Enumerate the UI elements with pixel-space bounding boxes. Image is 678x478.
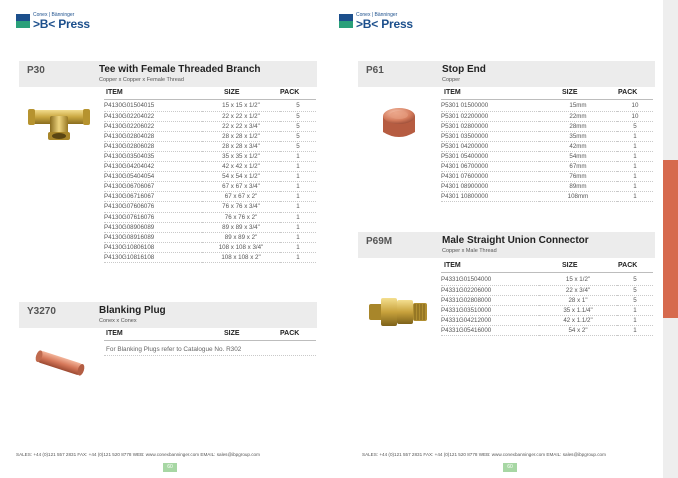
y3270-subtitle: Conex x Conex [99, 318, 137, 324]
item-size: 108mm [539, 192, 617, 202]
item-code: P4301 06700000 [441, 162, 539, 172]
p69m-header-rule [441, 272, 653, 273]
y3270-note-rule [104, 355, 316, 356]
blanking-plug-icon [32, 347, 88, 379]
item-pack: 1 [617, 305, 653, 315]
item-code: P4130G07606076 [104, 202, 202, 212]
item-pack: 5 [617, 275, 653, 285]
table-row [441, 151, 653, 161]
p61-title: Stop End [442, 64, 486, 75]
p69m-col-size: SIZE [562, 262, 578, 269]
item-size: 54mm [539, 151, 617, 161]
item-pack: 1 [280, 182, 316, 192]
table-row [104, 162, 316, 172]
brand-mark-icon [339, 14, 353, 28]
item-size: 108 x 108 x 2" [202, 252, 280, 262]
p61-col-item: ITEM [444, 89, 461, 96]
item-pack: 1 [280, 172, 316, 182]
item-code: P5301 03500000 [441, 131, 539, 141]
item-pack: 1 [617, 172, 653, 182]
item-pack: 1 [280, 252, 316, 262]
p61-subtitle: Copper [442, 77, 461, 83]
p30-subtitle: Copper x Copper x Female Thread [99, 77, 184, 83]
item-code: P4301 08900000 [441, 182, 539, 192]
item-pack: 5 [280, 121, 316, 131]
item-code: P4130G06706067 [104, 182, 202, 192]
p61-col-size: SIZE [562, 89, 578, 96]
right-page [335, 0, 663, 478]
item-size: 54 x 54 x 1/2" [202, 172, 280, 182]
p30-code: P30 [27, 65, 45, 76]
table-row [441, 162, 653, 172]
y3270-col-size: SIZE [224, 330, 240, 337]
item-pack: 5 [280, 131, 316, 141]
item-pack: 1 [617, 162, 653, 172]
table-row [441, 101, 653, 111]
item-size: 28 x 28 x 3/4" [202, 141, 280, 151]
item-size: 76mm [539, 172, 617, 182]
item-size: 54 x 2" [539, 325, 617, 335]
brand-mark-icon [16, 14, 30, 28]
brand-small-text: Conex | Bänninger [33, 12, 75, 18]
item-code: P4331G02808000 [441, 295, 539, 305]
p30-col-pack: PACK [280, 89, 300, 96]
item-code: P4130G01504015 [104, 101, 202, 111]
item-pack: 5 [280, 141, 316, 151]
item-code: P4331G02206000 [441, 285, 539, 295]
p30-title: Tee with Female Threaded Branch [99, 64, 261, 75]
item-size: 35mm [539, 131, 617, 141]
item-pack: 5 [280, 111, 316, 121]
y3270-title: Blanking Plug [99, 305, 166, 316]
item-pack: 5 [617, 121, 653, 131]
table-row [441, 305, 653, 315]
y3270-col-item: ITEM [106, 330, 123, 337]
item-size: 42 x 42 x 1/2" [202, 162, 280, 172]
item-pack: 5 [280, 101, 316, 111]
item-pack: 1 [280, 222, 316, 232]
stop-end-icon [379, 104, 419, 142]
item-size: 35 x 35 x 1/2" [202, 151, 280, 161]
table-row [441, 172, 653, 182]
item-size: 15mm [539, 101, 617, 111]
item-pack: 1 [617, 141, 653, 151]
item-code: P4301 07600000 [441, 172, 539, 182]
item-code: P4130G04204042 [104, 162, 202, 172]
item-code: P4130G02804028 [104, 131, 202, 141]
p61-code: P61 [366, 65, 384, 76]
table-row [104, 182, 316, 192]
item-size: 22mm [539, 111, 617, 121]
p69m-title: Male Straight Union Connector [442, 235, 589, 246]
item-code: P4130G02206022 [104, 121, 202, 131]
table-row [104, 202, 316, 212]
left-page-number: 60 [163, 463, 177, 472]
union-connector-icon [367, 290, 429, 334]
item-pack: 1 [280, 192, 316, 202]
table-row [104, 172, 316, 182]
table-row [104, 252, 316, 262]
table-row [441, 111, 653, 121]
brand-name: >B< Press [33, 17, 90, 31]
item-size: 42mm [539, 141, 617, 151]
table-row [104, 192, 316, 202]
item-size: 22 x 3/4" [539, 285, 617, 295]
item-code: P4130G08916089 [104, 232, 202, 242]
p61-header [358, 61, 655, 87]
item-size: 108 x 108 x 3/4" [202, 242, 280, 252]
table-row [441, 325, 653, 335]
item-pack: 1 [280, 212, 316, 222]
item-size: 28 x 28 x 1/2" [202, 131, 280, 141]
p30-col-size: SIZE [224, 89, 240, 96]
p30-col-item: ITEM [106, 89, 123, 96]
brand-name: >B< Press [356, 17, 413, 31]
item-size: 15 x 1/2" [539, 275, 617, 285]
left-page [0, 0, 335, 478]
item-pack: 1 [280, 162, 316, 172]
item-code: P4130G02806028 [104, 141, 202, 151]
item-code: P4130G06716067 [104, 192, 202, 202]
item-size: 28 x 1" [539, 295, 617, 305]
table-row [441, 182, 653, 192]
item-pack: 1 [617, 192, 653, 202]
item-pack: 1 [280, 202, 316, 212]
y3270-header [19, 302, 317, 328]
p69m-subtitle: Copper x Male Thread [442, 248, 497, 254]
item-pack: 10 [617, 111, 653, 121]
y3270-code: Y3270 [27, 306, 56, 317]
p30-table [104, 101, 316, 263]
item-code: P4331G04212000 [441, 315, 539, 325]
item-size: 67 x 67 x 3/4" [202, 182, 280, 192]
item-size: 67mm [539, 162, 617, 172]
item-code: P4130G10806108 [104, 242, 202, 252]
item-code: P5301 02200000 [441, 111, 539, 121]
item-pack: 5 [617, 295, 653, 305]
item-pack: 1 [617, 325, 653, 335]
table-row [104, 111, 316, 121]
table-row [441, 295, 653, 305]
item-pack: 1 [617, 131, 653, 141]
table-row [441, 285, 653, 295]
section-tab [663, 160, 678, 318]
p69m-col-item: ITEM [444, 262, 461, 269]
p61-header-rule [441, 99, 653, 100]
y3270-note: For Blanking Plugs refer to Catalogue No. R302 [106, 346, 242, 353]
item-size: 67 x 67 x 2" [202, 192, 280, 202]
table-row [104, 212, 316, 222]
p69m-table [441, 275, 653, 336]
item-code: P4331G01504000 [441, 275, 539, 285]
item-pack: 5 [617, 285, 653, 295]
item-size: 89 x 89 x 2" [202, 232, 280, 242]
item-code: P4331G05416000 [441, 325, 539, 335]
table-row [104, 101, 316, 111]
table-row [104, 131, 316, 141]
item-code: P4130G03504035 [104, 151, 202, 161]
y3270-header-rule [104, 340, 316, 341]
item-code: P4301 10800000 [441, 192, 539, 202]
table-row [104, 232, 316, 242]
item-code: P5301 01500000 [441, 101, 539, 111]
p69m-col-pack: PACK [618, 262, 638, 269]
left-footer-contact: SALES: +44 (0)121 557 2831 FAX: +44 (0)121 520 8778 WEB: www.conexbanninger.com EMAIL: sales@ibpgroup.com [16, 452, 260, 457]
table-row [104, 141, 316, 151]
item-size: 89mm [539, 182, 617, 192]
brand-logo-right [339, 12, 413, 31]
p30-header [19, 61, 317, 87]
item-code: P4331G03510000 [441, 305, 539, 315]
tee-fitting-icon [28, 100, 90, 142]
p69m-header [358, 232, 655, 258]
item-pack: 1 [617, 182, 653, 192]
item-size: 35 x 1.1/4" [539, 305, 617, 315]
item-size: 89 x 89 x 3/4" [202, 222, 280, 232]
item-pack: 1 [617, 315, 653, 325]
item-pack: 1 [280, 232, 316, 242]
item-code: P4130G07616076 [104, 212, 202, 222]
item-size: 76 x 76 x 3/4" [202, 202, 280, 212]
item-pack: 10 [617, 101, 653, 111]
table-row [441, 315, 653, 325]
item-size: 22 x 22 x 1/2" [202, 111, 280, 121]
item-code: P4130G05404054 [104, 172, 202, 182]
y3270-col-pack: PACK [280, 330, 300, 337]
table-row [441, 131, 653, 141]
right-page-number: 60 [503, 463, 517, 472]
p30-header-rule [104, 99, 316, 100]
table-row [104, 222, 316, 232]
item-size: 76 x 76 x 2" [202, 212, 280, 222]
item-code: P4130G02204022 [104, 111, 202, 121]
item-code: P5301 05400000 [441, 151, 539, 161]
item-size: 15 x 15 x 1/2" [202, 101, 280, 111]
item-size: 42 x 1.1/2" [539, 315, 617, 325]
item-pack: 1 [280, 151, 316, 161]
item-code: P5301 04200000 [441, 141, 539, 151]
item-code: P4130G10816108 [104, 252, 202, 262]
table-row [441, 275, 653, 285]
item-code: P4130G08906089 [104, 222, 202, 232]
table-row [441, 121, 653, 131]
right-footer-contact: SALES: +44 (0)121 557 2831 FAX: +44 (0)121 520 8778 WEB: www.conexbanninger.com EMAIL: sales@ibpgroup.com [362, 452, 606, 457]
table-row [441, 141, 653, 151]
table-row [441, 192, 653, 202]
brand-logo [16, 12, 90, 31]
item-size: 22 x 22 x 3/4" [202, 121, 280, 131]
table-row [104, 151, 316, 161]
brand-small-text: Conex | Bänninger [356, 12, 398, 18]
item-size: 28mm [539, 121, 617, 131]
table-row [104, 121, 316, 131]
p61-table [441, 101, 653, 202]
item-pack: 1 [280, 242, 316, 252]
p69m-code: P69M [366, 236, 393, 247]
table-row [104, 242, 316, 252]
item-code: P5301 02800000 [441, 121, 539, 131]
p61-col-pack: PACK [618, 89, 638, 96]
item-pack: 1 [617, 151, 653, 161]
